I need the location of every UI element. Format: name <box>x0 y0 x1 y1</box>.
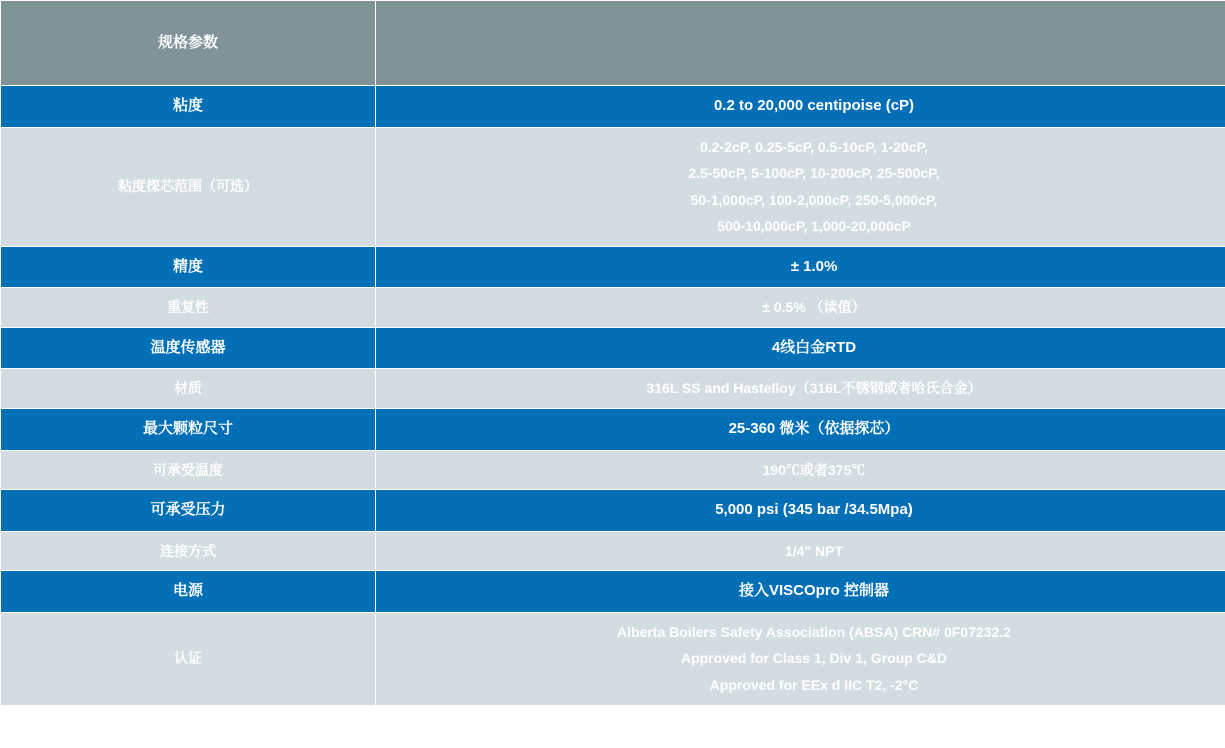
table-row-value-line: 5,000 psi (345 bar /34.5Mpa) <box>715 501 913 519</box>
table-row-label: 温度传感器 <box>1 327 376 369</box>
table-row-value-lines <box>384 294 1225 321</box>
table-row-label: 连接方式 <box>1 531 376 571</box>
table-row-value-line: ± 0.5% （读值） <box>762 299 866 316</box>
table-row-value-line: 500-10,000cP, 1,000-20,000cP <box>717 218 911 235</box>
table-row-label: 电源 <box>1 571 376 613</box>
table-row-value-line: 0.2-2cP, 0.25-5cP, 0.5-10cP, 1-20cP, <box>700 138 928 155</box>
table-row <box>1 409 1225 451</box>
table-row-value <box>376 127 1225 246</box>
table-row <box>1 288 1225 328</box>
table-row-label: 粘度探芯范围（可选） <box>1 127 376 246</box>
table-row-value <box>376 531 1225 571</box>
table-row-value-line: 1/4" NPT <box>785 542 843 559</box>
table-row-value <box>376 327 1225 369</box>
table-row <box>1 450 1225 490</box>
table-row <box>1 571 1225 613</box>
table-row-value-line: Approved for EEx d IIC T2, -2°C <box>709 676 919 693</box>
table-row-value-line: Approved for Class 1, Div 1, Group C&D <box>680 650 948 667</box>
table-row-label: 可承受温度 <box>1 450 376 490</box>
table-row <box>1 369 1225 409</box>
table-row-value <box>376 409 1225 451</box>
table-row-label: 可承受压力 <box>1 490 376 532</box>
table-row <box>1 86 1225 128</box>
table-row-value-line: 190℃或者375℃ <box>762 461 866 478</box>
table-row-value-line: 50-1,000cP, 100-2,000cP, 250-5,000cP, <box>690 191 938 208</box>
table-header-value <box>376 1 1225 86</box>
table-row-value-lines <box>384 457 1225 484</box>
table-row-value-line: 接入VISCOpro 控制器 <box>738 582 889 600</box>
table-row <box>1 490 1225 532</box>
table-row-value <box>376 450 1225 490</box>
table-row-label: 材质 <box>1 369 376 409</box>
table-row-label: 认证 <box>1 612 376 705</box>
table-row-value-lines <box>384 415 1225 444</box>
table-row-value <box>376 490 1225 532</box>
table-row <box>1 246 1225 288</box>
table-row-label: 精度 <box>1 246 376 288</box>
table-row-value <box>376 246 1225 288</box>
table-header-label: 规格参数 <box>1 1 376 86</box>
table-row-label: 重复性 <box>1 288 376 328</box>
table-row-value-lines <box>384 334 1225 363</box>
table-row-value-line: 316L SS and Hastelloy（316L不锈钢或者哈氏合金） <box>646 380 982 397</box>
table-row <box>1 127 1225 246</box>
table-row-value-line: 0.2 to 20,000 centipoise (cP) <box>713 97 915 114</box>
table-row-value-lines <box>384 496 1225 525</box>
table-row-value-line: 25-360 微米（依据探芯） <box>728 420 900 438</box>
table-row-label: 粘度 <box>1 86 376 128</box>
specification-table-body <box>1 1 1225 706</box>
table-row-value <box>376 612 1225 705</box>
table-row-label: 最大颗粒尺寸 <box>1 409 376 451</box>
table-header-row <box>1 1 1225 86</box>
table-row-value-lines <box>384 538 1225 565</box>
table-row-value <box>376 86 1225 128</box>
table-row-value-lines <box>384 619 1225 699</box>
table-row-value <box>376 571 1225 613</box>
table-row-value-lines <box>384 375 1225 402</box>
table-row-value-lines <box>384 577 1225 606</box>
table-row-value-lines <box>384 92 1225 121</box>
table-row <box>1 531 1225 571</box>
table-row-value-line: Alberta Boilers Safety Association (ABSA) CRN# 0F07232.2 <box>617 623 1011 640</box>
table-row-value <box>376 369 1225 409</box>
table-row <box>1 327 1225 369</box>
table-row-value-lines <box>384 134 1225 240</box>
table-row-value-line: 4线白金RTD <box>771 338 857 356</box>
table-row-value-lines <box>384 253 1225 282</box>
table-row-value-line: 2.5-50cP, 5-100cP, 10-200cP, 25-500cP, <box>688 165 940 182</box>
table-row-value-line: ± 1.0% <box>790 257 838 275</box>
table-row-value <box>376 288 1225 328</box>
table-row <box>1 612 1225 705</box>
